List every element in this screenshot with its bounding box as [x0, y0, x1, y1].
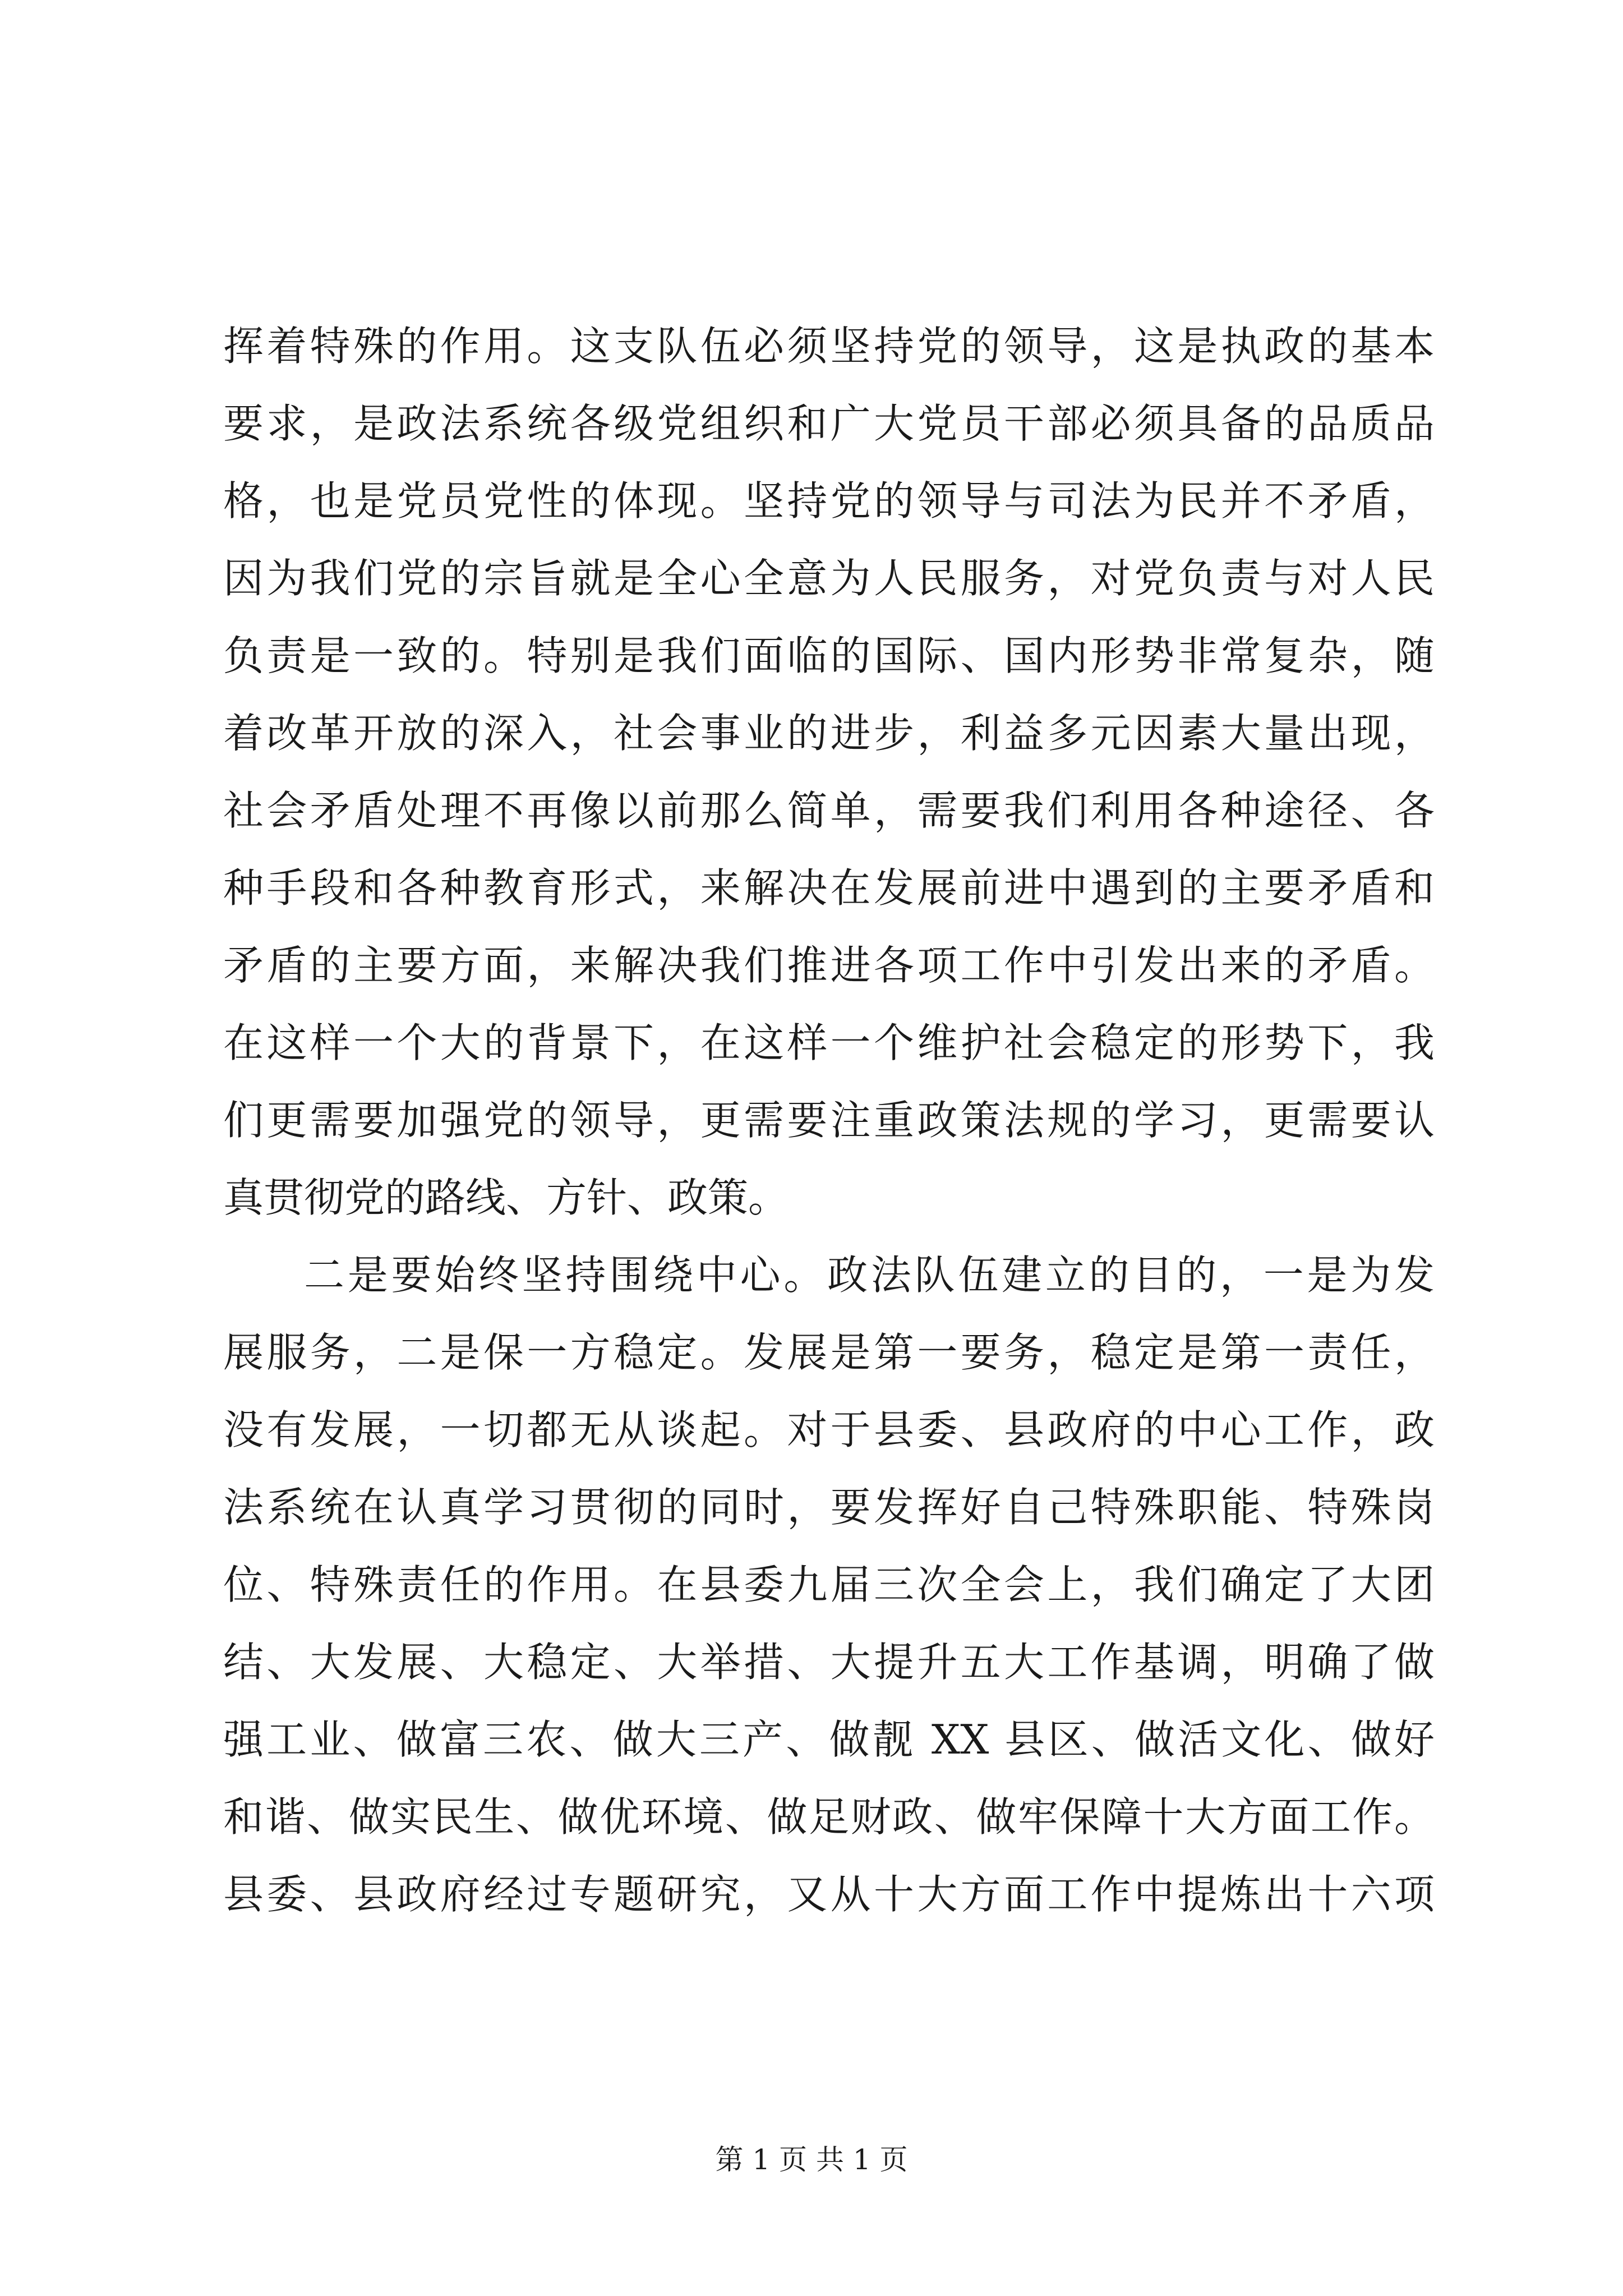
text-line: 们更需要加强党的领导，更需要注重政策法规的学习，更需要认 [223, 1097, 1435, 1144]
text-line: 强工业、做富三农、做大三产、做靓 XX 县区、做活文化、做好 [223, 1716, 1435, 1763]
text-line: 展服务，二是保一方稳定。发展是第一要务，稳定是第一责任， [223, 1329, 1435, 1376]
text-line: 种手段和各种教育形式，来解决在发展前进中遇到的主要矛盾和 [223, 864, 1435, 912]
text-line: 负责是一致的。特别是我们面临的国际、国内形势非常复杂，随 [223, 632, 1435, 679]
text-line: 二是要始终坚持围绕中心。政法队伍建立的目的，一是为发 [304, 1251, 1435, 1299]
text-line: 着改革开放的深入，社会事业的进步，利益多元因素大量出现， [223, 710, 1435, 757]
text-line: 和谐、做实民生、做优环境、做足财政、做牢保障十大方面工作。 [223, 1793, 1435, 1841]
text-line: 矛盾的主要方面，来解决我们推进各项工作中引发出来的矛盾。 [223, 942, 1435, 989]
text-line: 格，也是党员党性的体现。坚持党的领导与司法为民并不矛盾， [223, 477, 1435, 524]
text-line: 法系统在认真学习贯彻的同时，要发挥好自己特殊职能、特殊岗 [223, 1484, 1435, 1531]
text-line: 因为我们党的宗旨就是全心全意为人民服务，对党负责与对人民 [223, 555, 1435, 602]
text-line: 没有发展，一切都无从谈起。对于县委、县政府的中心工作，政 [223, 1406, 1435, 1453]
text-line: 真贯彻党的路线、方针、政策。 [223, 1174, 789, 1221]
text-line: 位、特殊责任的作用。在县委九届三次全会上，我们确定了大团 [223, 1561, 1435, 1608]
text-line: 结、大发展、大稳定、大举措、大提升五大工作基调，明确了做 [223, 1639, 1435, 1686]
text-line: 要求，是政法系统各级党组织和广大党员干部必须具备的品质品 [223, 400, 1435, 447]
text-line: 社会矛盾处理不再像以前那么简单，需要我们利用各种途径、各 [223, 787, 1435, 834]
text-line: 县委、县政府经过专题研究，又从十大方面工作中提炼出十六项 [223, 1871, 1435, 1918]
paragraph [223, 307, 1435, 1236]
paragraph [223, 1236, 1435, 1933]
text-line: 挥着特殊的作用。这支队伍必须坚持党的领导，这是执政的基本 [223, 323, 1435, 370]
text-line: 在这样一个大的背景下，在这样一个维护社会稳定的形势下，我 [223, 1019, 1435, 1066]
page-footer: 第 1 页 共 1 页 [715, 2143, 908, 2176]
body-text [223, 307, 1435, 1933]
